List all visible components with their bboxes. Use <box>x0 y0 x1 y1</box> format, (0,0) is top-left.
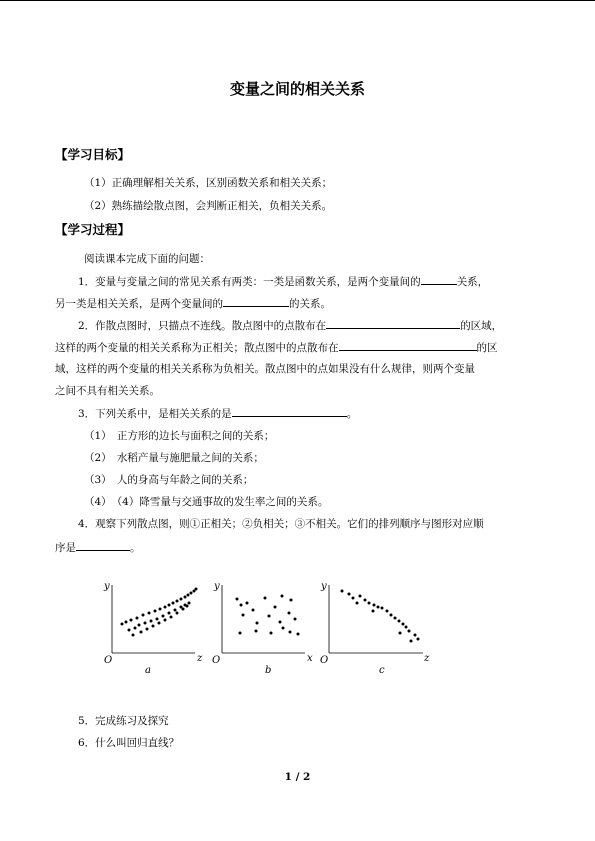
dots-a <box>121 588 198 637</box>
scatter-point <box>144 622 147 625</box>
scatter-point <box>154 610 157 613</box>
page-title: 变量之间的相关关系 <box>229 80 365 98</box>
origin-label: O <box>104 655 113 666</box>
scatter-point <box>394 617 397 620</box>
process-heading: 【学习过程】 <box>55 222 131 237</box>
process-intro: 阅读课本完成下面的问题： <box>84 253 210 265</box>
scatter-point <box>184 596 187 599</box>
scatter-point <box>289 631 292 634</box>
page-number: 1 / 2 <box>284 771 311 783</box>
scatter-point <box>348 593 351 596</box>
answer-blank[interactable] <box>223 295 289 307</box>
question-1-line-1: 1．变量与变量之间的常见关系有两类：一类是函数关系，是两个变量间的 关系， <box>78 273 488 289</box>
top-rule <box>0 0 595 1</box>
scatter-point <box>240 604 243 607</box>
scatter-point <box>341 590 344 593</box>
question-3: 3．下列关系中，是相关关系的是 。 <box>78 405 357 421</box>
scatter-point <box>128 629 131 632</box>
scatter-point <box>274 606 277 609</box>
question-2-line-1: 2．作散点图时，只描点不连线。散点图中的点散布在 的区域， <box>78 317 502 333</box>
scatter-point <box>174 609 177 612</box>
scatter-point <box>130 619 133 622</box>
origin-label: O <box>320 655 329 666</box>
scatter-point <box>187 594 190 597</box>
scatter-point <box>176 600 179 603</box>
question-3-option: （4） （4）降雪量与交通事故的发生率之间的关系。 <box>84 496 329 508</box>
scatter-point <box>270 632 273 635</box>
answer-blank[interactable] <box>339 339 477 351</box>
scatter-point <box>255 630 258 633</box>
scatter-point <box>170 616 173 619</box>
scatter-point <box>162 615 165 618</box>
scatter-point <box>399 632 402 635</box>
scatter-point <box>239 632 242 635</box>
scatter-point <box>125 621 128 624</box>
scatter-point <box>290 599 293 602</box>
scatter-plots-figure <box>95 575 445 685</box>
scatter-point <box>410 640 413 643</box>
scatter-point <box>236 598 239 601</box>
scatter-point <box>373 604 376 607</box>
question-3-option: （3） 人的身高与年龄之间的关系； <box>84 474 254 486</box>
goal-heading: 【学习目标】 <box>55 147 131 162</box>
scatter-point <box>281 595 284 598</box>
answer-blank[interactable] <box>326 317 460 329</box>
question-1-line-2: 另一类是相关关系，是两个变量间的 的关系。 <box>55 295 331 311</box>
y-axis-label: y <box>214 581 220 592</box>
x-axis-label: z <box>197 653 203 664</box>
question-3-option: （2） 水稻产量与施肥量之间的关系； <box>84 452 264 464</box>
scatter-point <box>405 626 408 629</box>
scatter-point <box>372 610 375 613</box>
scatter-point <box>180 598 183 601</box>
scatter-point <box>381 607 384 610</box>
scatter-point <box>164 606 167 609</box>
scatter-point <box>172 602 175 605</box>
scatter-point <box>414 634 417 637</box>
scatter-point <box>186 605 189 608</box>
scatter-plot-b <box>212 581 313 676</box>
scatter-point <box>159 608 162 611</box>
scatter-plot-a <box>103 581 203 676</box>
scatter-point <box>297 633 300 636</box>
scatter-point <box>368 602 371 605</box>
answer-blank[interactable] <box>421 273 457 285</box>
dots-c <box>341 590 420 643</box>
scatter-point <box>121 623 124 626</box>
scatter-point <box>182 608 185 611</box>
scatter-point <box>246 602 249 605</box>
figure-label: a <box>145 665 151 676</box>
scatter-point <box>150 620 153 623</box>
scatter-point <box>398 620 401 623</box>
scatter-point <box>156 618 159 621</box>
goal-item: （1）正确理解相关关系，区别函数关系和相关关系； <box>84 177 333 189</box>
y-axis-label: y <box>321 581 327 592</box>
scatter-point <box>142 614 145 617</box>
scatter-point <box>146 628 149 631</box>
scatter-point <box>356 602 359 605</box>
question-2-line-4: 之间不具有相关关系。 <box>55 385 160 397</box>
question-2-line-3: 域，这样的两个变量的相关关系称为负相关。散点图中的点如果没有什么规律，则两个变量 <box>55 363 475 375</box>
origin-label: O <box>212 655 221 666</box>
scatter-point <box>294 618 297 621</box>
y-axis-label: y <box>104 581 110 592</box>
scatter-point <box>408 630 411 633</box>
scatter-point <box>164 619 167 622</box>
scatter-point <box>242 614 245 617</box>
scatter-point <box>190 592 193 595</box>
answer-blank[interactable] <box>76 539 130 551</box>
scatter-point <box>148 612 151 615</box>
scatter-point <box>176 612 179 615</box>
scatter-point <box>136 617 139 620</box>
scatter-point <box>352 597 355 600</box>
scatter-point <box>195 588 198 591</box>
question-2-line-2: 这样的两个变量的相关关系称为正相关；散点图中的点散布在 的区 <box>55 339 498 355</box>
figure-label: c <box>379 665 385 676</box>
scatter-point <box>138 624 141 627</box>
goal-item: （2）熟练描绘散点图，会判断正相关，负相关关系。 <box>84 200 333 212</box>
x-axis-label: z <box>424 653 430 664</box>
question-3-option: （1） 正方形的边长与面积之间的关系； <box>84 430 275 442</box>
scatter-point <box>279 621 282 624</box>
scatter-point <box>188 602 191 605</box>
scatter-point <box>168 612 171 615</box>
answer-blank[interactable] <box>232 405 347 417</box>
scatter-point <box>417 638 420 641</box>
scatter-point <box>152 625 155 628</box>
question-6: 6．什么叫回归直线？ <box>78 737 180 749</box>
scatter-plot-c <box>320 581 430 676</box>
question-4-line-2: 序是 。 <box>55 539 141 555</box>
question-4-line-1: 4．观察下列散点图，则①正相关；②负相关；③不相关。它们的排列顺序与图形对应顺 <box>78 518 484 530</box>
scatter-point <box>364 599 367 602</box>
scatter-point <box>359 595 362 598</box>
scatter-point <box>282 627 285 630</box>
scatter-point <box>288 612 291 615</box>
scatter-point <box>132 634 135 637</box>
scatter-point <box>134 627 137 630</box>
dots-b <box>236 595 300 636</box>
scatter-point <box>140 631 143 634</box>
scatter-point <box>377 606 380 609</box>
scatter-point <box>402 623 405 626</box>
scatter-point <box>386 610 389 613</box>
scatter-point <box>256 622 259 625</box>
scatter-point <box>268 615 271 618</box>
scatter-point <box>158 622 161 625</box>
question-5: 5．完成练习及探究 <box>78 715 169 727</box>
scatter-point <box>252 609 255 612</box>
figure-label: b <box>265 665 272 676</box>
x-axis-label: x <box>307 653 313 664</box>
scatter-point <box>168 604 171 607</box>
scatter-point <box>264 597 267 600</box>
scatter-point <box>390 614 393 617</box>
